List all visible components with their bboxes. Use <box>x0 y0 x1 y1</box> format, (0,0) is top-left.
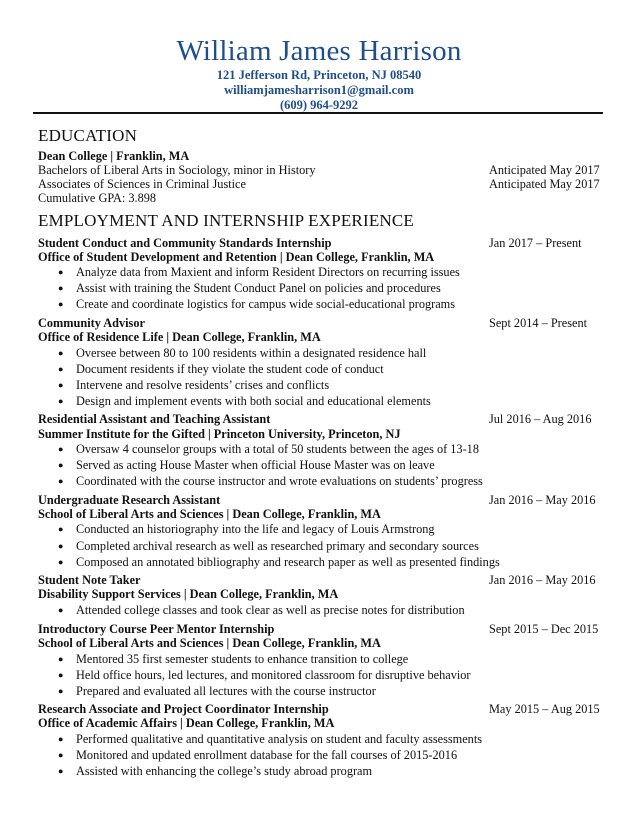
education-heading: EDUCATION <box>38 126 138 145</box>
job-bullet: Held office hours, led lectures, and monitored classroom for disruptive behavior <box>76 668 471 682</box>
job-bullet: Create and coordinate logistics for campus wide social-educational programs <box>76 297 456 311</box>
bullet-icon: ● <box>58 670 64 680</box>
bullet-icon: ● <box>58 444 64 454</box>
bullet-icon: ● <box>58 734 64 744</box>
education-school: Dean College | Franklin, MA <box>38 149 190 163</box>
bullet-icon: ● <box>58 557 64 567</box>
bullet-icon: ● <box>58 364 64 374</box>
bullet-icon: ● <box>58 380 64 390</box>
education-gpa: Cumulative GPA: 3.898 <box>38 191 157 205</box>
job-bullet: Design and implement events with both social and educational elements <box>76 394 431 408</box>
bullet-icon: ● <box>58 654 64 664</box>
job-role: Residential Assistant and Teaching Assistant <box>38 412 271 426</box>
bullet-icon: ● <box>58 460 64 470</box>
job-role: Undergraduate Research Assistant <box>38 493 221 507</box>
email: williamjamesharrison1@gmail.com <box>224 83 414 97</box>
bullet-icon: ● <box>58 524 64 534</box>
bullet-icon: ● <box>58 541 64 551</box>
bullet-icon: ● <box>58 766 64 776</box>
degree-date: Anticipated May 2017 <box>489 163 600 177</box>
job-role: Student Conduct and Community Standards Internship <box>38 236 332 250</box>
address: 121 Jefferson Rd, Princeton, NJ 08540 <box>216 68 422 82</box>
job-role: Introductory Course Peer Mentor Internship <box>38 622 275 636</box>
header-divider <box>33 112 603 114</box>
job-bullet: Prepared and evaluated all lectures with the course instructor <box>76 684 376 698</box>
job-date: Jan 2016 – May 2016 <box>489 493 596 507</box>
job-bullet: Performed qualitative and quantitative analysis on student and faculty assessments <box>76 732 483 746</box>
job-bullet: Served as acting House Master when official House Master was on leave <box>76 458 435 472</box>
bullet-icon: ● <box>58 348 64 358</box>
job-role: Student Note Taker <box>38 573 141 587</box>
job-date: Jul 2016 – Aug 2016 <box>489 412 592 426</box>
job-bullet: Conducted an historiography into the life and legacy of Louis Armstrong <box>76 522 435 536</box>
job-bullet: Attended college classes and took clear as well as precise notes for distribution <box>76 603 465 617</box>
job-org: Office of Residence Life | Dean College, Franklin, MA <box>38 330 321 344</box>
job-date: Jan 2017 – Present <box>489 236 582 250</box>
job-org: School of Liberal Arts and Sciences | Dean College, Franklin, MA <box>38 507 381 521</box>
job-org: School of Liberal Arts and Sciences | Dean College, Franklin, MA <box>38 636 381 650</box>
job-role: Research Associate and Project Coordinator Internship <box>38 702 329 716</box>
bullet-icon: ● <box>58 686 64 696</box>
job-bullet: Coordinated with the course instructor and wrote evaluations on students’ progress <box>76 474 483 488</box>
job-org: Office of Academic Affairs | Dean College, Franklin, MA <box>38 716 335 730</box>
degree-date: Anticipated May 2017 <box>489 177 600 191</box>
phone: (609) 964-9292 <box>279 98 359 112</box>
bullet-icon: ● <box>58 283 64 293</box>
bullet-icon: ● <box>58 396 64 406</box>
job-org: Office of Student Development and Retention | Dean College, Franklin, MA <box>38 250 435 264</box>
job-bullet: Document residents if they violate the student code of conduct <box>76 362 384 376</box>
bullet-icon: ● <box>58 605 64 615</box>
degree-text: Bachelors of Liberal Arts in Sociology, minor in History <box>38 163 316 177</box>
job-date: Jan 2016 – May 2016 <box>489 573 596 587</box>
job-bullet: Mentored 35 first semester students to enhance transition to college <box>76 652 409 666</box>
job-bullet: Oversaw 4 counselor groups with a total of 50 students between the ages of 13-18 <box>76 442 479 456</box>
job-bullet: Completed archival research as well as researched primary and secondary sources <box>76 539 479 553</box>
degree-text: Associates of Sciences in Criminal Justice <box>38 177 246 191</box>
job-bullet: Oversee between 80 to 100 residents within a designated residence hall <box>76 346 427 360</box>
candidate-name: William James Harrison <box>176 35 462 67</box>
job-bullet: Intervene and resolve residents’ crises and conflicts <box>76 378 330 392</box>
job-date: Sept 2015 – Dec 2015 <box>489 622 599 636</box>
job-date: May 2015 – Aug 2015 <box>489 702 600 716</box>
job-date: Sept 2014 – Present <box>489 316 588 330</box>
job-bullet: Assisted with enhancing the college’s study abroad program <box>76 764 373 778</box>
employment-heading: EMPLOYMENT AND INTERNSHIP EXPERIENCE <box>38 211 415 230</box>
job-bullet: Analyze data from Maxient and inform Resident Directors on recurring issues <box>76 265 460 279</box>
bullet-icon: ● <box>58 299 64 309</box>
job-bullet: Assist with training the Student Conduct Panel on policies and procedures <box>76 281 441 295</box>
job-bullet: Monitored and updated enrollment database for the fall courses of 2015-2016 <box>76 748 458 762</box>
bullet-icon: ● <box>58 476 64 486</box>
job-role: Community Advisor <box>38 316 145 330</box>
job-org: Summer Institute for the Gifted | Princeton University, Princeton, NJ <box>38 427 401 441</box>
job-bullet: Composed an annotated bibliography and research paper as well as presented findings <box>76 555 500 569</box>
bullet-icon: ● <box>58 267 64 277</box>
bullet-icon: ● <box>58 750 64 760</box>
job-org: Disability Support Services | Dean College, Franklin, MA <box>38 587 339 601</box>
